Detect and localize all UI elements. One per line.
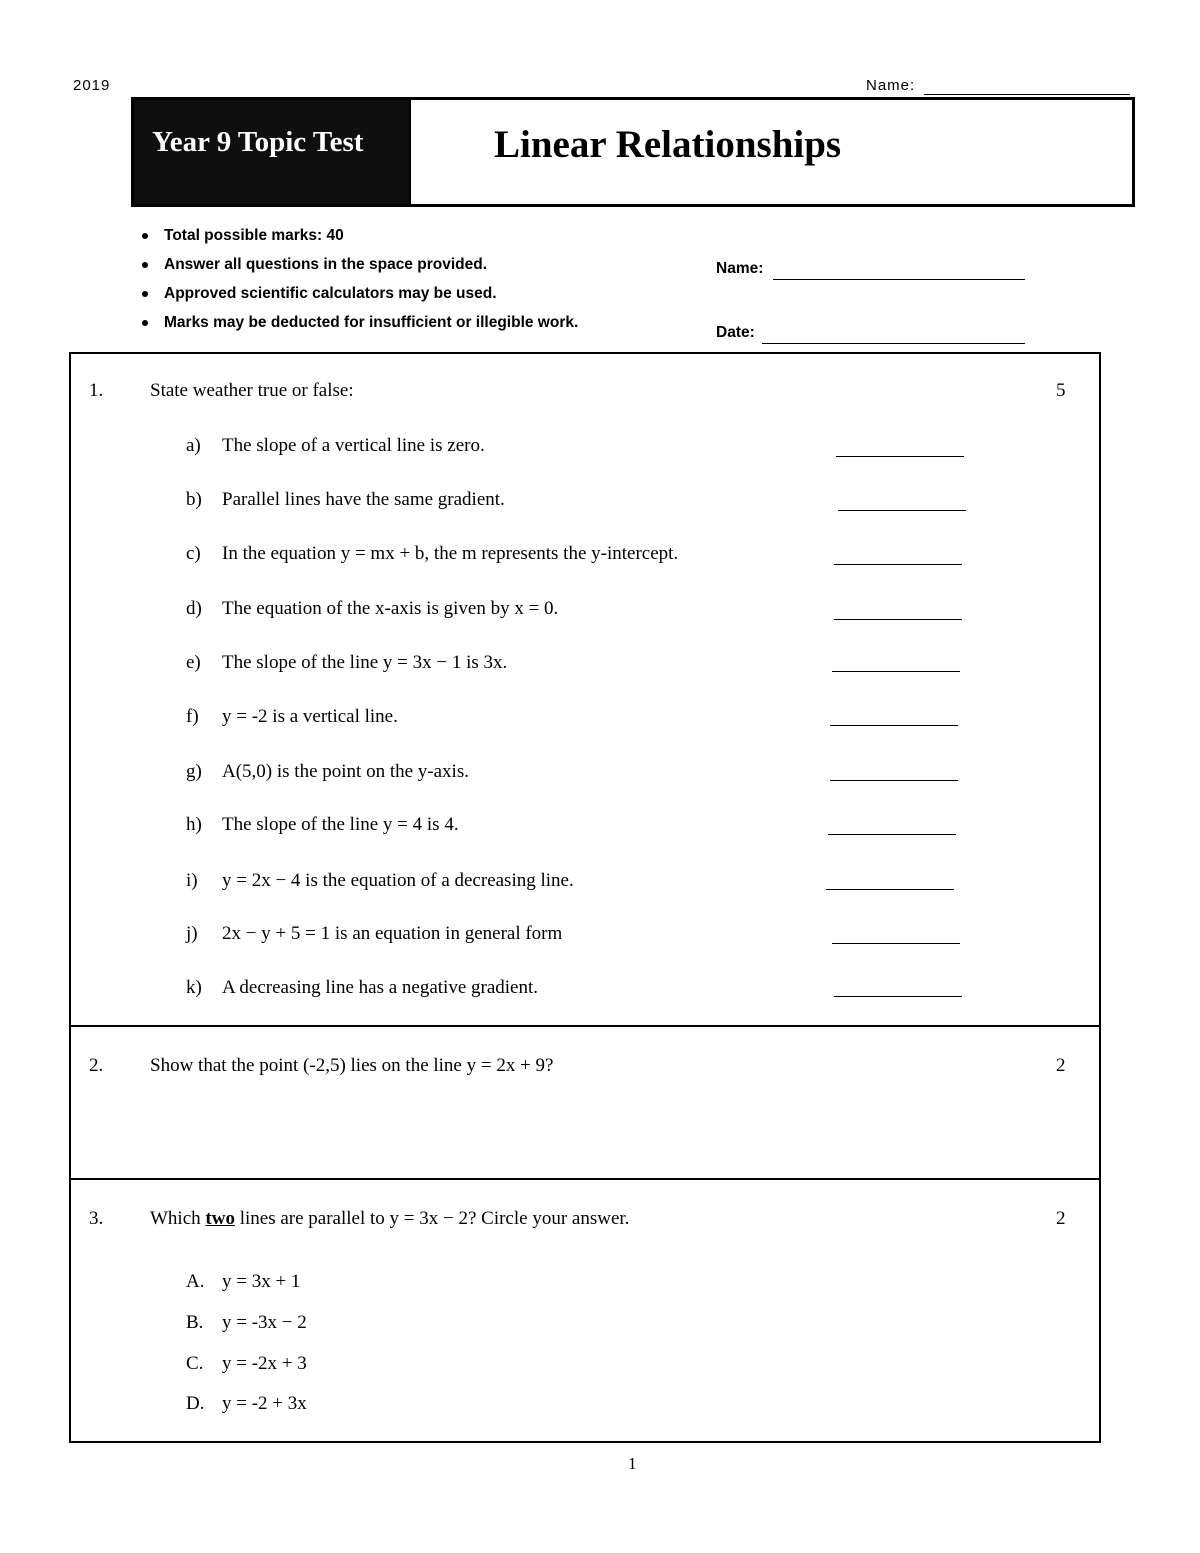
item-text: The equation of the x-axis is given by x = 0. bbox=[222, 598, 559, 619]
item-text: A(5,0) is the point on the y-axis. bbox=[222, 761, 469, 782]
q1-answer-line-a[interactable] bbox=[836, 456, 964, 457]
question-3-prompt-end: lines are parallel to y = 3x − 2? Circle your answer. bbox=[234, 1208, 630, 1229]
instruction-item: Total possible marks: 40 bbox=[142, 225, 578, 254]
question-2-marks: 2 bbox=[1056, 1055, 1066, 1076]
instructions-list bbox=[142, 225, 578, 341]
option-letter: D. bbox=[186, 1393, 205, 1414]
option-text: y = -2 + 3x bbox=[222, 1393, 307, 1414]
q1-answer-line-h[interactable] bbox=[828, 834, 956, 835]
question-1-prompt: State weather true or false: bbox=[150, 380, 354, 401]
item-letter: f) bbox=[186, 706, 199, 727]
option-letter: A. bbox=[186, 1271, 205, 1292]
item-text: The slope of a vertical line is zero. bbox=[222, 435, 485, 456]
option-text: y = 3x + 1 bbox=[222, 1271, 301, 1292]
item-letter: b) bbox=[186, 489, 202, 510]
option-letter: C. bbox=[186, 1353, 204, 1374]
item-letter: i) bbox=[186, 870, 198, 891]
item-letter: e) bbox=[186, 652, 201, 673]
instruction-item: Answer all questions in the space provided. bbox=[142, 254, 578, 283]
title-banner bbox=[131, 97, 1135, 207]
question-3-marks: 2 bbox=[1056, 1208, 1066, 1229]
topic-title: Linear Relationships bbox=[494, 123, 842, 166]
option-text: y = -2x + 3 bbox=[222, 1353, 307, 1374]
item-text: y = 2x − 4 is the equation of a decreasing line. bbox=[222, 870, 574, 891]
question-3-prompt-start: Which bbox=[150, 1208, 206, 1229]
q1-answer-line-i[interactable] bbox=[826, 889, 954, 890]
question-2-answer-space[interactable] bbox=[150, 1095, 1050, 1165]
q1-answer-line-k[interactable] bbox=[834, 996, 962, 997]
title-divider bbox=[409, 100, 411, 204]
instruction-item: Approved scientific calculators may be used. bbox=[142, 283, 578, 312]
item-letter: g) bbox=[186, 761, 202, 782]
top-name-line[interactable] bbox=[924, 94, 1130, 95]
date-label: Date: bbox=[716, 324, 755, 341]
item-text: Parallel lines have the same gradient. bbox=[222, 489, 505, 510]
q1-answer-line-g[interactable] bbox=[830, 780, 958, 781]
item-letter: c) bbox=[186, 543, 201, 564]
q3-option-d[interactable] bbox=[186, 1393, 307, 1415]
item-text: A decreasing line has a negative gradient. bbox=[222, 977, 539, 998]
q1-answer-line-f[interactable] bbox=[830, 725, 958, 726]
item-letter: d) bbox=[186, 598, 202, 619]
top-name-label: Name: bbox=[866, 77, 916, 94]
year-label: 2019 bbox=[73, 77, 111, 94]
question-3-number: 3. bbox=[89, 1208, 104, 1229]
item-letter: h) bbox=[186, 814, 202, 835]
question-2-number: 2. bbox=[89, 1055, 104, 1076]
item-text: y = -2 is a vertical line. bbox=[222, 706, 398, 727]
date-field[interactable] bbox=[762, 343, 1025, 344]
q1-answer-line-e[interactable] bbox=[832, 671, 960, 672]
item-letter: k) bbox=[186, 977, 202, 998]
q1-answer-line-d[interactable] bbox=[834, 619, 962, 620]
item-letter: a) bbox=[186, 435, 201, 456]
question-1-marks: 5 bbox=[1056, 380, 1066, 401]
student-name-field[interactable] bbox=[773, 279, 1025, 280]
item-letter: j) bbox=[186, 923, 198, 944]
q1-answer-line-b[interactable] bbox=[838, 510, 966, 511]
option-letter: B. bbox=[186, 1312, 204, 1333]
q3-option-b[interactable] bbox=[186, 1312, 307, 1334]
question-3-emphasis: two bbox=[205, 1208, 235, 1229]
question-1-number: 1. bbox=[89, 380, 104, 401]
item-text: The slope of the line y = 3x − 1 is 3x. bbox=[222, 652, 508, 673]
question-2-prompt: Show that the point (-2,5) lies on the line y = 2x + 9? bbox=[150, 1055, 554, 1076]
option-text: y = -3x − 2 bbox=[222, 1312, 307, 1333]
test-type-title: Year 9 Topic Test bbox=[152, 126, 364, 158]
item-text: 2x − y + 5 = 1 is an equation in general form bbox=[222, 923, 563, 944]
item-text: The slope of the line y = 4 is 4. bbox=[222, 814, 459, 835]
page-number: 1 bbox=[628, 1454, 637, 1473]
instruction-item: Marks may be deducted for insufficient or illegible work. bbox=[142, 312, 578, 341]
question-3-prompt bbox=[150, 1208, 629, 1230]
q1-answer-line-j[interactable] bbox=[832, 943, 960, 944]
q1-answer-line-c[interactable] bbox=[834, 564, 962, 565]
student-name-label: Name: bbox=[716, 260, 764, 277]
item-text: In the equation y = mx + b, the m represents the y-intercept. bbox=[222, 543, 679, 564]
q3-option-a[interactable] bbox=[186, 1271, 300, 1293]
q3-option-c[interactable] bbox=[186, 1353, 307, 1375]
